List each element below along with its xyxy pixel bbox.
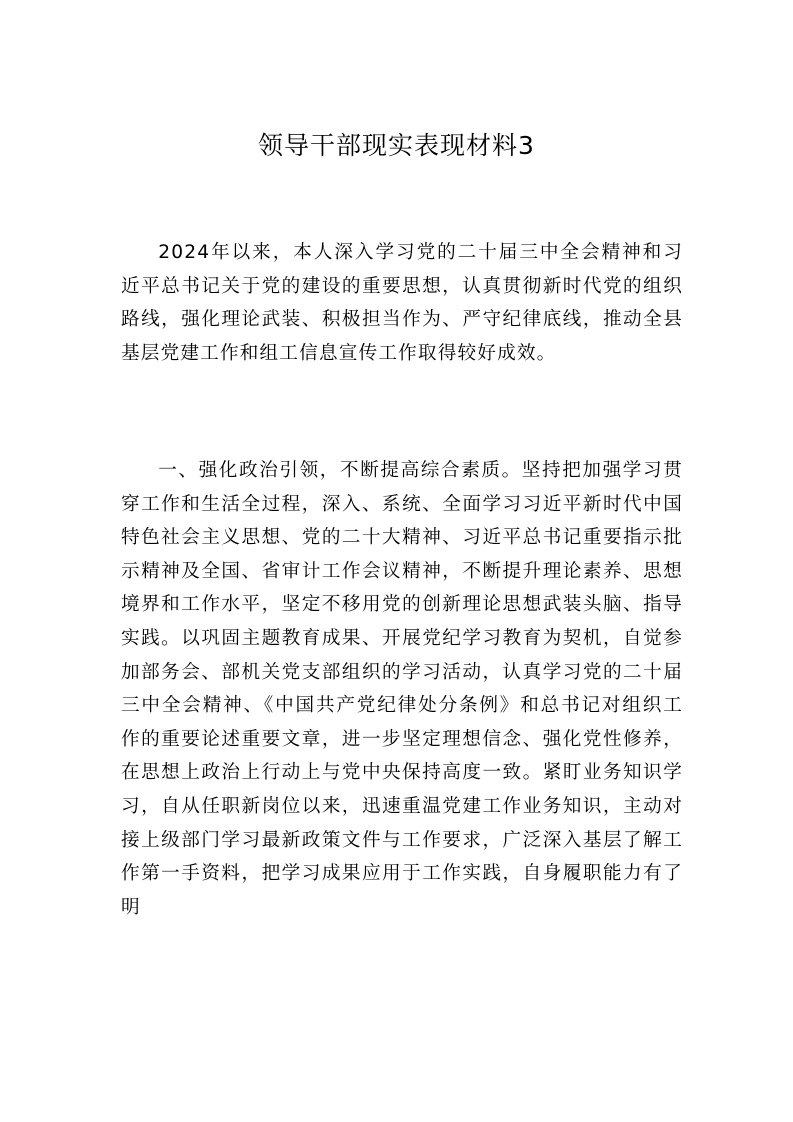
paragraph-section-one: 一、强化政治引领，不断提高综合素质。坚持把加强学习贯穿工作和生活全过程，深入、系统、全面学习习近平新时代中国特色社会主义思想、党的二十大精神、习近平总书记重要指示批示精神及全国、省审计工作会议精神，不断提升理论素养、思想境界和工作水平，坚定不移用党的创新理论思想武装头脑、指导实践。以巩固主题教育成果、开展党纪学习教育为契机，自觉参加部务会、部机关党支部组织的学习活动，认真学习党的二十届三中全会精神、《中国共产党纪律处分条例》和总书记对组织工作的重要论述重要文章，进一步坚定理想信念、强化党性修养，在思想上政治上行动上与党中央保持高度一致。紧盯业务知识学习，自从任职新岗位以来，迅速重温党建工作业务知识，主动对接上级部门学习最新政策文件与工作要求，广泛深入基层了解工作第一手资料，把学习成果应用于工作实践，自身履职能力有了明 (121, 460, 683, 918)
paragraph-intro: 2024年以来，本人深入学习党的二十届三中全会精神和习近平总书记关于党的建设的重要思想，认真贯彻新时代党的组织路线，强化理论武装、积极担当作为、严守纪律底线，推动全县基层党建工作和组工信息宣传工作取得较好成效。 (121, 242, 683, 364)
document-title: 领导干部现实表现材料3 (258, 131, 535, 160)
